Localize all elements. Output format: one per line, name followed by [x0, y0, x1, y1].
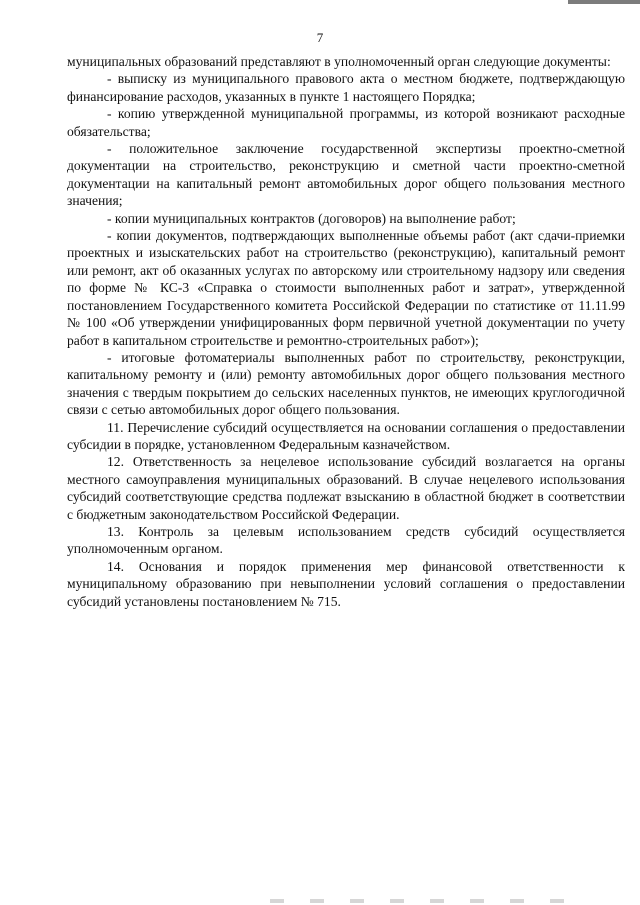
scan-edge-mark-top — [568, 0, 640, 4]
list-item-program-copy: - копию утвержденной муниципальной программы, из которой возникают расходные обязательства; — [67, 106, 625, 139]
document-body — [67, 53, 625, 610]
page-number: 7 — [316, 30, 324, 45]
list-item-work-documents: - копии документов, подтверждающих выполненные объемы работ (акт сдачи-приемки проектных и изыскательских работ на строительство (реконструкцию), капитальный ремонт или ремонт, акт об оказанных услугах по авторскому или строительному надзору или сведения по форме № КС-3 «Справка о стоимости выполненных работ и затрат», утвержденной постановлением Государственного комитета Российской Федерации по статистике от 11.11.99 № 100 «Об утверждении унифицированных форм первичной учетной документации по учету работ в капитальном строительстве и ремонтно-строительных работ»); — [67, 228, 625, 348]
list-item-budget-extract: - выписку из муниципального правового акта о местном бюджете, подтверждающую финансирование расходов, указанных в пункте 1 настоящего Порядка; — [67, 71, 625, 104]
list-item-photo-materials: - итоговые фотоматериалы выполненных работ по строительству, реконструкции, капитальному ремонту и (или) ремонту автомобильных дорог общего пользования местного значения с твердым покрытием до сельских населенных пунктов, не имеющих круглогодичной связи с сетью автомобильных дорог общего пользования. — [67, 349, 625, 418]
paragraph-13: 13. Контроль за целевым использованием средств субсидий осуществляется уполномоченным органом. — [67, 523, 625, 557]
list-item-expertise-conclusion: - положительное заключение государственной экспертизы проектно-сметной документации на строительство, реконструкцию и сметной части проектно-сметной документации на капитальный ремонт автомобильных дорог общего пользования местного значения; — [67, 141, 625, 209]
paragraph-documents-intro: муниципальных образований представляют в уполномоченный орган следующие документы: — [67, 54, 611, 69]
paragraph-14: 14. Основания и порядок применения мер финансовой ответственности к муниципальному образованию при невыполнении условий соглашения о предоставлении субсидий установлены постановлением № 715. — [67, 558, 625, 609]
paragraph-11: 11. Перечисление субсидий осуществляется на основании соглашения о предоставлении субсидии в порядке, установленном Федеральным казначейством. — [67, 419, 625, 452]
paragraph-12: 12. Ответственность за нецелевое использование субсидий возлагается на органы местного самоуправления муниципальных образований. В случае нецелевого использования субсидий соответствующие средства подлежат взысканию в областной бюджет в соответствии с бюджетным законодательством Российской Федерации. — [67, 454, 625, 522]
scan-edge-mark-bottom — [270, 899, 570, 903]
list-item-contract-copies: - копии муниципальных контрактов (договоров) на выполнение работ; — [107, 210, 516, 226]
